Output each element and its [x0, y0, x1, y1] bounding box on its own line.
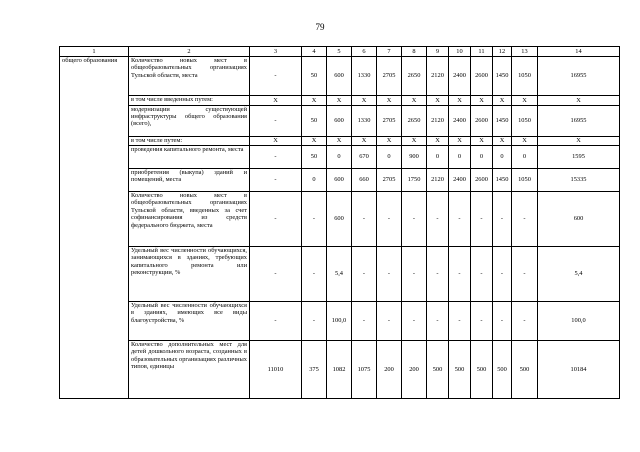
- value-cell: X: [352, 96, 377, 106]
- value-cell: -: [250, 57, 302, 96]
- table-row: [60, 341, 620, 399]
- value-cell: -: [402, 302, 427, 341]
- row-label: в том числе введенных путем:: [129, 96, 250, 106]
- value-cell: 2120: [427, 105, 449, 136]
- page-number: 79: [315, 22, 325, 32]
- value-cell: 2705: [377, 169, 402, 192]
- value-cell: X: [449, 136, 471, 146]
- value-cell: 1082: [327, 341, 352, 399]
- table-row: [60, 247, 620, 302]
- value-cell: X: [471, 96, 493, 106]
- value-cell: 2650: [402, 105, 427, 136]
- value-cell: -: [471, 302, 493, 341]
- value-cell: 1750: [402, 169, 427, 192]
- value-cell: 2400: [449, 169, 471, 192]
- value-cell: -: [471, 192, 493, 247]
- value-cell: -: [471, 247, 493, 302]
- value-cell: -: [402, 247, 427, 302]
- value-cell: -: [352, 192, 377, 247]
- header-cell: 8: [402, 47, 427, 57]
- value-cell: -: [302, 247, 327, 302]
- value-cell: 100,0: [538, 302, 620, 341]
- value-cell: 1050: [512, 169, 538, 192]
- table-row: [60, 146, 620, 169]
- value-cell: 0: [302, 169, 327, 192]
- value-cell: 50: [302, 57, 327, 96]
- value-cell: 500: [449, 341, 471, 399]
- table-row: [60, 96, 620, 106]
- header-cell: 10: [449, 47, 471, 57]
- value-cell: 10184: [538, 341, 620, 399]
- value-cell: X: [250, 96, 302, 106]
- value-cell: 2120: [427, 169, 449, 192]
- value-cell: -: [250, 105, 302, 136]
- value-cell: -: [250, 247, 302, 302]
- value-cell: -: [449, 302, 471, 341]
- header-cell: 6: [352, 47, 377, 57]
- value-cell: 200: [402, 341, 427, 399]
- table-row: [60, 105, 620, 136]
- value-cell: 600: [327, 169, 352, 192]
- value-cell: 0: [427, 146, 449, 169]
- value-cell: 1450: [493, 169, 512, 192]
- value-cell: -: [352, 247, 377, 302]
- value-cell: 0: [471, 146, 493, 169]
- table-row: [60, 169, 620, 192]
- value-cell: X: [377, 96, 402, 106]
- value-cell: -: [493, 192, 512, 247]
- value-cell: X: [493, 96, 512, 106]
- row-label: приобретения (выкупа) зданий и помещений, места: [129, 169, 250, 192]
- data-table: [59, 46, 620, 399]
- value-cell: -: [302, 302, 327, 341]
- header-cell: 3: [250, 47, 302, 57]
- value-cell: 2650: [402, 57, 427, 96]
- value-cell: 900: [402, 146, 427, 169]
- value-cell: -: [449, 247, 471, 302]
- value-cell: 1595: [538, 146, 620, 169]
- value-cell: 500: [512, 341, 538, 399]
- value-cell: -: [250, 302, 302, 341]
- value-cell: -: [512, 192, 538, 247]
- value-cell: 660: [352, 169, 377, 192]
- header-cell: 12: [493, 47, 512, 57]
- row-label: в том числе путем:: [129, 136, 250, 146]
- value-cell: X: [427, 96, 449, 106]
- header-cell: 5: [327, 47, 352, 57]
- value-cell: -: [493, 247, 512, 302]
- value-cell: -: [377, 302, 402, 341]
- value-cell: 0: [327, 146, 352, 169]
- header-cell: 1: [60, 47, 129, 57]
- value-cell: -: [250, 146, 302, 169]
- value-cell: X: [427, 136, 449, 146]
- table-row: [60, 57, 620, 96]
- value-cell: X: [352, 136, 377, 146]
- value-cell: 15335: [538, 169, 620, 192]
- row-label: Удельный вес численности обучающихся, занимающихся в зданиях, требующих капитального ремонта или реконструкции, %: [129, 247, 250, 302]
- header-cell: 9: [427, 47, 449, 57]
- value-cell: 1330: [352, 105, 377, 136]
- value-cell: 16955: [538, 57, 620, 96]
- header-cell: 2: [129, 47, 250, 57]
- value-cell: X: [302, 96, 327, 106]
- value-cell: X: [402, 96, 427, 106]
- value-cell: 2705: [377, 57, 402, 96]
- row-label: модернизации существующей инфраструктуры общего образования (всего),: [129, 105, 250, 136]
- value-cell: X: [302, 136, 327, 146]
- value-cell: -: [512, 247, 538, 302]
- value-cell: -: [402, 192, 427, 247]
- value-cell: -: [427, 247, 449, 302]
- value-cell: 375: [302, 341, 327, 399]
- header-row: [60, 47, 620, 57]
- value-cell: 670: [352, 146, 377, 169]
- value-cell: 11010: [250, 341, 302, 399]
- value-cell: 500: [427, 341, 449, 399]
- value-cell: 600: [538, 192, 620, 247]
- value-cell: X: [538, 96, 620, 106]
- value-cell: 100,0: [327, 302, 352, 341]
- header-cell: 13: [512, 47, 538, 57]
- row-label: Количество новых мест в общеобразовательных организациях Тульской области, введенных за счет софинансирования из средств федерального бюджета, места: [129, 192, 250, 247]
- header-cell: 11: [471, 47, 493, 57]
- header-cell: 4: [302, 47, 327, 57]
- value-cell: 2600: [471, 169, 493, 192]
- value-cell: 0: [512, 146, 538, 169]
- value-cell: 2120: [427, 57, 449, 96]
- table-row: [60, 192, 620, 247]
- value-cell: 1450: [493, 105, 512, 136]
- value-cell: -: [302, 192, 327, 247]
- value-cell: -: [377, 247, 402, 302]
- value-cell: -: [250, 169, 302, 192]
- value-cell: 1050: [512, 105, 538, 136]
- value-cell: X: [377, 136, 402, 146]
- row-label: Количество новых мест в общеобразовательных организациях Тульской области, места: [129, 57, 250, 96]
- value-cell: X: [538, 136, 620, 146]
- value-cell: 200: [377, 341, 402, 399]
- value-cell: 2705: [377, 105, 402, 136]
- value-cell: 0: [493, 146, 512, 169]
- value-cell: X: [512, 136, 538, 146]
- value-cell: -: [352, 302, 377, 341]
- value-cell: X: [512, 96, 538, 106]
- value-cell: 2400: [449, 105, 471, 136]
- value-cell: -: [449, 192, 471, 247]
- value-cell: 16955: [538, 105, 620, 136]
- value-cell: 2400: [449, 57, 471, 96]
- value-cell: -: [512, 302, 538, 341]
- value-cell: 1050: [512, 57, 538, 96]
- row-label: проведения капитального ремонта, места: [129, 146, 250, 169]
- value-cell: X: [250, 136, 302, 146]
- value-cell: X: [471, 136, 493, 146]
- value-cell: -: [427, 192, 449, 247]
- value-cell: 5,4: [538, 247, 620, 302]
- value-cell: 50: [302, 105, 327, 136]
- value-cell: 1450: [493, 57, 512, 96]
- value-cell: 600: [327, 57, 352, 96]
- value-cell: -: [377, 192, 402, 247]
- value-cell: X: [402, 136, 427, 146]
- table-row: [60, 302, 620, 341]
- value-cell: X: [327, 96, 352, 106]
- value-cell: 500: [493, 341, 512, 399]
- value-cell: X: [327, 136, 352, 146]
- value-cell: 1075: [352, 341, 377, 399]
- value-cell: 500: [471, 341, 493, 399]
- value-cell: 2600: [471, 105, 493, 136]
- row-label: Удельный вес численности обучающихся в зданиях, имеющих все виды благоустройства, %: [129, 302, 250, 341]
- row-label: Количество дополнительных мест для детей дошкольного возраста, созданных в образовательных организациях различных типов, единицы: [129, 341, 250, 399]
- header-cell: 7: [377, 47, 402, 57]
- value-cell: -: [427, 302, 449, 341]
- value-cell: 0: [449, 146, 471, 169]
- value-cell: 600: [327, 105, 352, 136]
- value-cell: 600: [327, 192, 352, 247]
- value-cell: 0: [377, 146, 402, 169]
- table-row: [60, 136, 620, 146]
- value-cell: -: [250, 192, 302, 247]
- header-cell: 14: [538, 47, 620, 57]
- value-cell: 2600: [471, 57, 493, 96]
- value-cell: 50: [302, 146, 327, 169]
- value-cell: 1330: [352, 57, 377, 96]
- category-cell: общего образования: [60, 57, 129, 399]
- value-cell: 5,4: [327, 247, 352, 302]
- value-cell: -: [493, 302, 512, 341]
- value-cell: X: [493, 136, 512, 146]
- value-cell: X: [449, 96, 471, 106]
